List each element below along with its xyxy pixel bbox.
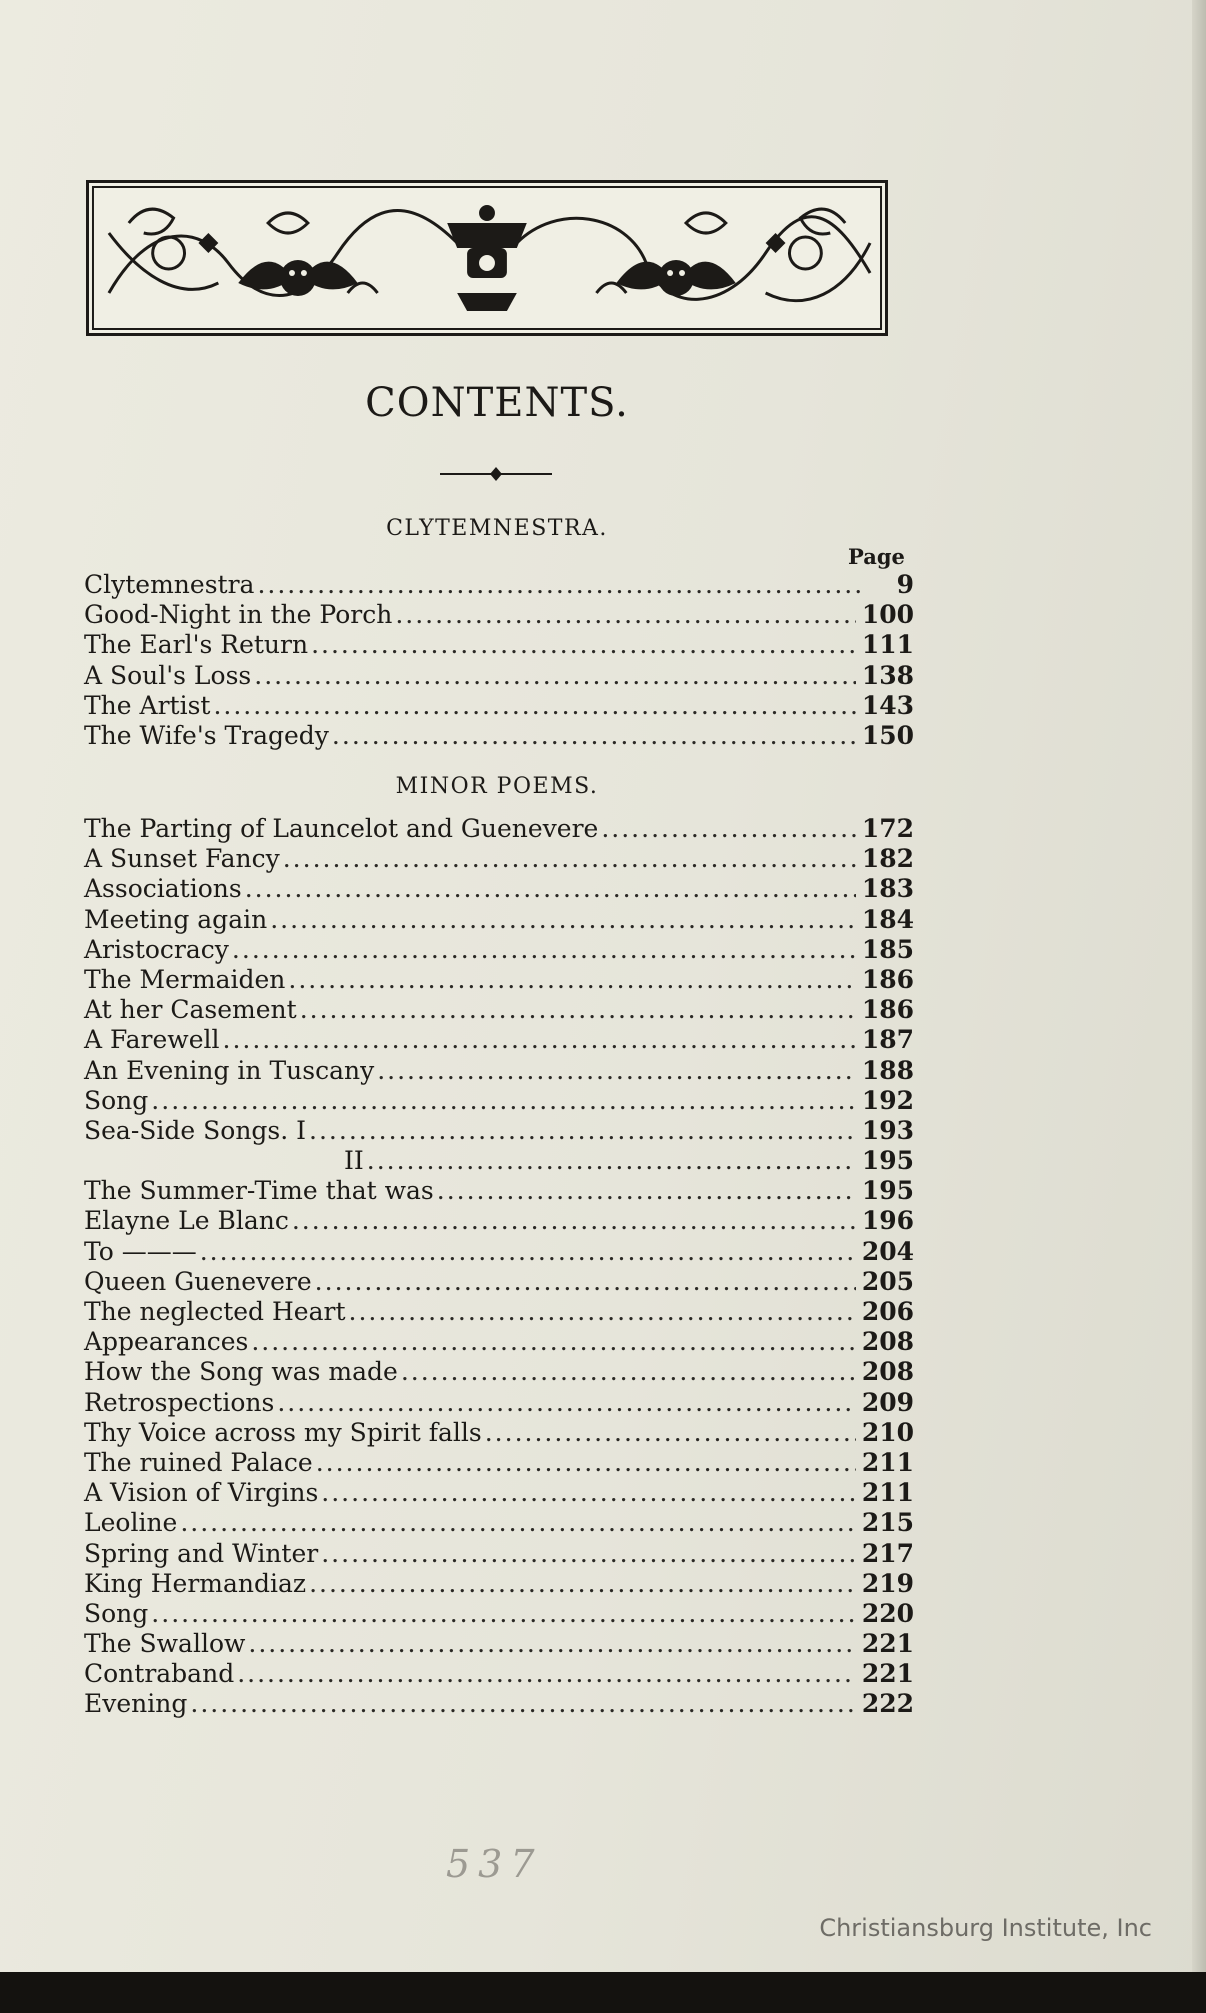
entry-title: The Swallow	[84, 1629, 246, 1659]
toc-entry	[84, 1659, 914, 1689]
leader-dots	[321, 1478, 856, 1508]
toc-entry	[84, 1056, 914, 1086]
toc-entry	[84, 691, 914, 721]
leader-dots	[309, 1116, 856, 1146]
leader-dots	[237, 1659, 856, 1689]
toc-entry	[84, 1327, 914, 1357]
leader-dots	[213, 691, 855, 721]
toc-entry	[84, 1478, 914, 1508]
toc-entry	[84, 814, 914, 844]
leader-dots	[315, 1267, 856, 1297]
entry-page: 205	[861, 1266, 914, 1296]
section-heading-clytemnestra: CLYTEMNESTRA.	[386, 516, 608, 541]
entry-title: A Sunset Fancy	[84, 844, 280, 874]
leader-dots	[180, 1508, 855, 1538]
leader-dots	[309, 1569, 856, 1599]
leader-dots	[257, 570, 860, 600]
leader-dots	[190, 1689, 855, 1719]
entry-title: Sea-Side Songs. I	[84, 1115, 307, 1145]
toc-section-minor-poems	[84, 814, 914, 1720]
entry-page: 186	[861, 964, 914, 994]
toc-entry	[84, 1176, 914, 1206]
toc-entry	[84, 1388, 914, 1418]
diamond-rule-icon	[440, 462, 552, 486]
entry-page: 195	[861, 1146, 914, 1176]
entry-title: A Vision of Virgins	[84, 1478, 319, 1508]
entry-page: 100	[861, 600, 914, 630]
toc-entry	[84, 630, 914, 660]
entry-title: Elayne Le Blanc	[84, 1206, 289, 1236]
leader-dots	[232, 935, 856, 965]
entry-page: 184	[861, 904, 914, 934]
toc-entry	[84, 844, 914, 874]
toc-entry	[84, 661, 914, 691]
toc-entry	[84, 1267, 914, 1297]
entry-title: An Evening in Tuscany	[84, 1055, 375, 1085]
toc-entry	[84, 1357, 914, 1387]
toc-entry	[84, 721, 914, 751]
entry-title: Song	[84, 1085, 149, 1115]
toc-entry	[84, 1237, 914, 1267]
toc-entry	[84, 1448, 914, 1478]
entry-title: Evening	[84, 1689, 188, 1719]
leader-dots	[288, 965, 855, 995]
entry-page: 143	[861, 690, 914, 720]
entry-title: Aristocracy	[84, 934, 229, 964]
entry-page: 221	[861, 1629, 914, 1659]
leader-dots	[151, 1086, 856, 1116]
watermark: Christiansburg Institute, Inc	[819, 1914, 1152, 1942]
entry-page: 185	[861, 934, 914, 964]
entry-page: 186	[861, 995, 914, 1025]
toc-entry	[84, 1116, 914, 1146]
toc-entry	[84, 1146, 914, 1176]
toc-entry	[84, 1599, 914, 1629]
leader-dots	[292, 1206, 856, 1236]
entry-page: 209	[861, 1387, 914, 1417]
toc-entry	[84, 1086, 914, 1116]
toc-entry	[84, 1025, 914, 1055]
entry-title: How the Song was made	[84, 1357, 398, 1387]
entry-page: 196	[861, 1206, 914, 1236]
entry-page: 211	[861, 1478, 914, 1508]
entry-page: 150	[861, 720, 914, 750]
entry-title: Spring and Winter	[84, 1538, 319, 1568]
entry-page: 138	[861, 660, 914, 690]
entry-page: 211	[861, 1447, 914, 1477]
toc-entry	[84, 1418, 914, 1448]
leader-dots	[245, 874, 856, 904]
entry-title: Contraband	[84, 1659, 235, 1689]
toc-entry	[84, 1508, 914, 1538]
entry-title: Thy Voice across my Spirit falls	[84, 1417, 482, 1447]
entry-title: A Farewell	[84, 1025, 220, 1055]
entry-page: 206	[861, 1297, 914, 1326]
entry-page: 220	[861, 1598, 914, 1628]
entry-title: Queen Guenevere	[84, 1266, 312, 1296]
leader-dots	[395, 600, 855, 630]
entry-page: 9	[896, 570, 914, 599]
toc-entry	[84, 600, 914, 630]
entry-page: 204	[861, 1236, 914, 1266]
leader-dots	[437, 1176, 856, 1206]
entry-title: Retrospections	[84, 1387, 275, 1417]
entry-title: The Parting of Launcelot and Guenevere	[84, 814, 599, 843]
entry-page: 172	[861, 814, 914, 843]
leader-dots	[200, 1237, 856, 1267]
entry-title: The Summer-Time that was	[84, 1176, 434, 1206]
page-title: CONTENTS.	[365, 380, 629, 426]
leader-dots	[367, 1146, 856, 1176]
leader-dots	[251, 1327, 855, 1357]
toc-entry	[84, 1689, 914, 1719]
toc-entry	[84, 935, 914, 965]
toc-entry	[84, 1539, 914, 1569]
entry-title: Leoline	[84, 1508, 178, 1538]
leader-dots	[254, 661, 856, 691]
leader-dots	[316, 1448, 856, 1478]
entry-title: The Wife's Tragedy	[84, 720, 329, 750]
leader-dots	[223, 1025, 856, 1055]
leader-dots	[151, 1599, 856, 1629]
leader-dots	[401, 1357, 856, 1387]
leader-dots	[601, 814, 855, 844]
entry-title: The Mermaiden	[84, 964, 286, 994]
entry-page: 183	[861, 874, 914, 904]
section-heading-minor-poems: MINOR POEMS.	[395, 774, 599, 799]
leader-dots	[377, 1056, 856, 1086]
entry-page: 222	[861, 1689, 914, 1719]
leader-dots	[321, 1539, 856, 1569]
entry-page: 208	[861, 1357, 914, 1387]
entry-page: 187	[861, 1025, 914, 1055]
entry-title: To ———	[84, 1236, 197, 1266]
toc-entry	[84, 995, 914, 1025]
toc-entry	[84, 1629, 914, 1659]
toc-section-clytemnestra	[84, 570, 914, 751]
entry-page: 111	[861, 630, 914, 660]
entry-page: 182	[861, 844, 914, 874]
toc-entry	[84, 1206, 914, 1236]
entry-title: A Soul's Loss	[84, 660, 252, 690]
ornament-vine-icon	[89, 183, 885, 333]
toc-entry	[84, 874, 914, 904]
entry-page: 219	[861, 1568, 914, 1598]
leader-dots	[283, 844, 856, 874]
entry-title: II	[344, 1146, 364, 1176]
entry-page: 208	[861, 1327, 914, 1357]
entry-title: Associations	[84, 874, 242, 904]
entry-page: 195	[861, 1176, 914, 1206]
leader-dots	[270, 905, 856, 935]
header-ornament	[86, 180, 888, 336]
entry-title: Clytemnestra	[84, 570, 255, 599]
pencil-note: 537	[446, 1842, 543, 1886]
entry-page: 221	[861, 1659, 914, 1689]
entry-page: 193	[861, 1115, 914, 1145]
leader-dots	[332, 721, 856, 751]
leader-dots	[311, 630, 856, 660]
entry-title: Meeting again	[84, 904, 268, 934]
entry-page: 210	[861, 1417, 914, 1447]
leader-dots	[485, 1418, 856, 1448]
page-edge	[1192, 0, 1206, 1972]
page-column-label: Page	[848, 544, 905, 569]
entry-page: 217	[861, 1538, 914, 1568]
toc-entry	[84, 570, 914, 600]
entry-page: 188	[861, 1055, 914, 1085]
entry-title: King Hermandiaz	[84, 1568, 307, 1598]
toc-entry	[84, 1297, 914, 1327]
entry-title: The Artist	[84, 690, 211, 720]
entry-title: Good-Night in the Porch	[84, 600, 393, 630]
entry-page: 192	[861, 1085, 914, 1115]
entry-page: 215	[861, 1508, 914, 1538]
entry-title: Song	[84, 1598, 149, 1628]
leader-dots	[277, 1388, 855, 1418]
toc-entry	[84, 905, 914, 935]
leader-dots	[248, 1629, 855, 1659]
toc-entry	[84, 1569, 914, 1599]
entry-title: Appearances	[84, 1327, 249, 1357]
entry-title: The neglected Heart	[84, 1297, 346, 1326]
leader-dots	[349, 1297, 856, 1327]
leader-dots	[300, 995, 856, 1025]
entry-title: The ruined Palace	[84, 1447, 313, 1477]
toc-entry	[84, 965, 914, 995]
entry-title: At her Casement	[84, 995, 297, 1025]
entry-title: The Earl's Return	[84, 630, 309, 660]
